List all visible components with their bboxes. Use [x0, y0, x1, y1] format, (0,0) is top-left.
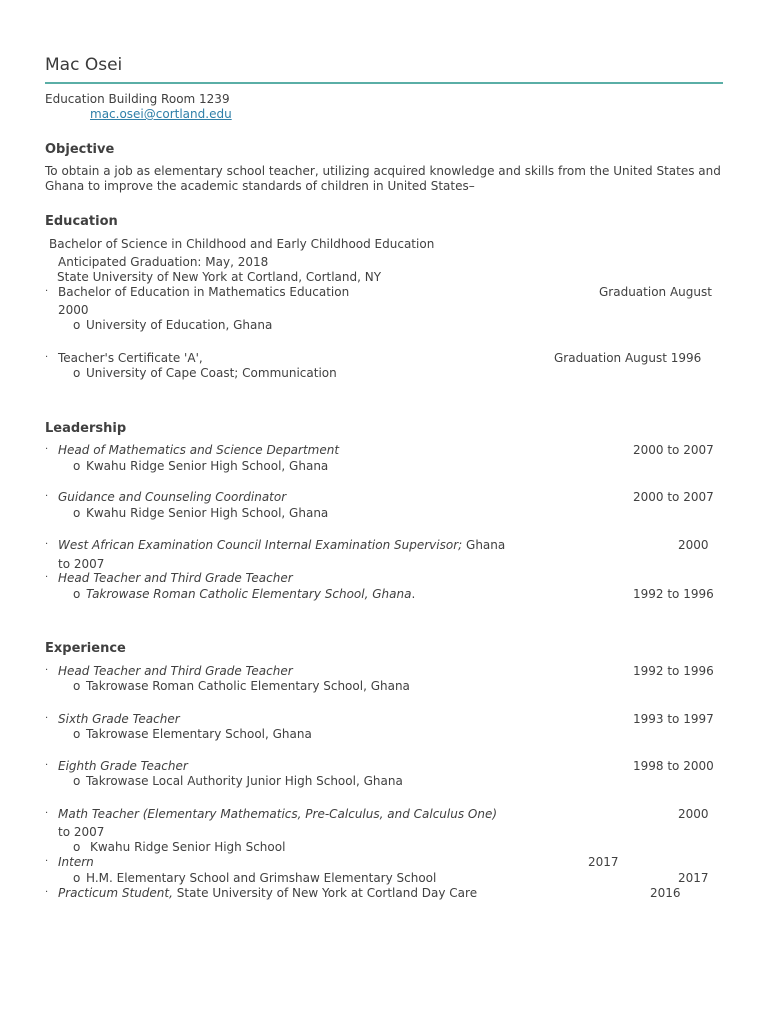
sub-bullet: o — [73, 774, 81, 788]
leadership-org-line — [86, 587, 415, 601]
leadership-title: Guidance and Counseling Coordinator — [58, 490, 287, 504]
experience-title: Sixth Grade Teacher — [58, 712, 180, 726]
leadership-dates: 2000 — [678, 538, 709, 552]
degree2-school: University of Education, Ghana — [86, 318, 273, 332]
bullet: · — [45, 760, 49, 771]
experience-title-suffix: State University of New York at Cortland Day Care — [176, 886, 478, 900]
leadership-dates: 1992 to 1996 — [633, 587, 714, 601]
leadership-org: Takrowase Roman Catholic Elementary School, Ghana — [86, 587, 412, 601]
leadership-org-suffix: . — [411, 587, 416, 601]
leadership-org: Kwahu Ridge Senior High School, Ghana — [86, 459, 329, 473]
sub-bullet: o — [73, 366, 81, 380]
experience-dates: 1992 to 1996 — [633, 664, 714, 678]
experience-org-dates: 2017 — [678, 871, 709, 885]
degree1-title: Bachelor of Science in Childhood and Early Childhood Education — [49, 237, 435, 251]
education-heading: Education — [45, 214, 118, 229]
resume-name: Mac Osei — [45, 55, 123, 75]
sub-bullet: o — [73, 679, 81, 693]
experience-org: Takrowase Local Authority Junior High School, Ghana — [86, 774, 403, 788]
leadership-title: Head Teacher and Third Grade Teacher — [58, 571, 293, 585]
experience-dates: 1998 to 2000 — [633, 759, 714, 773]
experience-dates: 2016 — [650, 886, 681, 900]
leadership-heading: Leadership — [45, 421, 127, 436]
degree1-school: State University of New York at Cortland, Cortland, NY — [57, 270, 382, 284]
sub-bullet: o — [73, 871, 81, 885]
bullet: · — [45, 352, 49, 363]
experience-heading: Experience — [45, 641, 126, 656]
sub-bullet: o — [73, 318, 81, 332]
bullet: · — [45, 887, 49, 898]
bullet: · — [45, 286, 49, 297]
certificate-title: Teacher's Certificate 'A', — [58, 351, 203, 365]
experience-title: Head Teacher and Third Grade Teacher — [58, 664, 293, 678]
experience-dates-cont: to 2007 — [58, 825, 105, 839]
experience-title: Practicum Student, — [58, 886, 173, 900]
leadership-title: West African Examination Council Internal Examination Supervisor; — [58, 538, 463, 552]
sub-bullet: o — [73, 727, 81, 741]
sub-bullet: o — [73, 840, 81, 854]
bullet: · — [45, 491, 49, 502]
experience-title: Math Teacher (Elementary Mathematics, Pre-Calculus, and Calculus One) — [58, 807, 498, 821]
bullet: · — [45, 808, 49, 819]
sub-bullet: o — [73, 587, 81, 601]
experience-dates: 2017 — [588, 855, 619, 869]
certificate-graduation: Graduation August 1996 — [554, 351, 702, 365]
experience-org: Kwahu Ridge Senior High School — [90, 840, 286, 854]
degree1-graduation: Anticipated Graduation: May, 2018 — [58, 255, 269, 269]
experience-org: Takrowase Roman Catholic Elementary School, Ghana — [86, 679, 410, 693]
experience-title: Eighth Grade Teacher — [58, 759, 188, 773]
bullet: · — [45, 572, 49, 583]
objective-text: To obtain a job as elementary school teacher, utilizing acquired knowledge and skills from the United States and Ghana to improve the academic standards of children in United States– — [45, 164, 721, 193]
degree2-title: Bachelor of Education in Mathematics Education — [58, 285, 350, 299]
experience-dates: 2000 — [678, 807, 709, 821]
leadership-title-suffix: Ghana — [466, 538, 506, 552]
leadership-title-line — [58, 538, 505, 552]
experience-title-line — [58, 886, 477, 900]
leadership-dates: 2000 to 2007 — [633, 443, 714, 457]
header-divider — [45, 82, 723, 84]
leadership-dates-cont: to 2007 — [58, 557, 105, 571]
address: Education Building Room 1239 — [45, 92, 230, 106]
experience-org: Takrowase Elementary School, Ghana — [86, 727, 312, 741]
bullet: · — [45, 539, 49, 550]
objective-heading: Objective — [45, 142, 115, 157]
degree2-graduation-year: 2000 — [58, 303, 89, 317]
sub-bullet: o — [73, 506, 81, 520]
bullet: · — [45, 713, 49, 724]
leadership-title: Head of Mathematics and Science Department — [58, 443, 340, 457]
experience-org: H.M. Elementary School and Grimshaw Elementary School — [86, 871, 437, 885]
leadership-dates: 2000 to 2007 — [633, 490, 714, 504]
certificate-school: University of Cape Coast; Communication — [86, 366, 337, 380]
bullet: · — [45, 665, 49, 676]
bullet: · — [45, 856, 49, 867]
email-link[interactable]: mac.osei@cortland.edu — [90, 107, 232, 121]
experience-title: Intern — [58, 855, 94, 869]
sub-bullet: o — [73, 459, 81, 473]
bullet: · — [45, 444, 49, 455]
degree2-graduation: Graduation August — [599, 285, 712, 299]
experience-dates: 1993 to 1997 — [633, 712, 714, 726]
leadership-org: Kwahu Ridge Senior High School, Ghana — [86, 506, 329, 520]
